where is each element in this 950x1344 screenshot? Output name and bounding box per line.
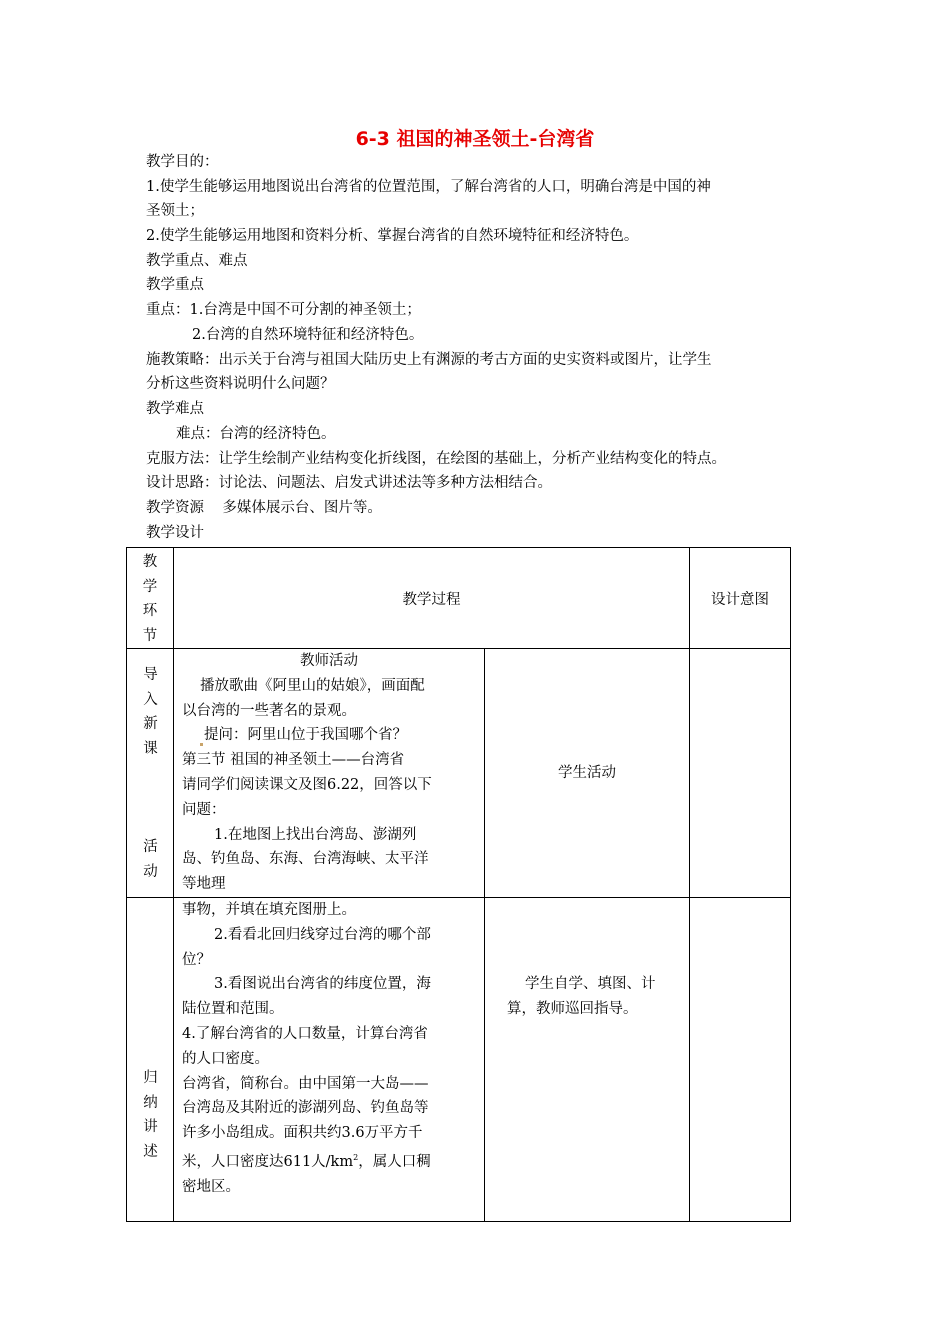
document-title: 6-3 祖国的神圣领土-台湾省 — [355, 128, 595, 150]
intent-cell — [690, 898, 791, 1222]
marker-dot — [200, 743, 203, 746]
intro-line: 克服方法：让学生绘制产业结构变化折线图，在绘图的基础上，分析产业结构变化的特点。 — [146, 451, 726, 467]
intro-line: 分析这些资料说明什么问题？ — [146, 376, 335, 392]
student-activity-cell: 学生自学、填图、计 算，教师巡回指导。 — [485, 898, 690, 1222]
intro-line: 难点：台湾的经济特色。 — [176, 426, 336, 442]
intro-line: 1.使学生能够运用地图说出台湾省的位置范围，了解台湾省的人口，明确台湾是中国的神 — [146, 179, 711, 195]
lesson-design-table — [126, 547, 791, 1222]
intro-line: 教学重点 — [146, 277, 204, 293]
stage-cell: 导 入 新 课 活 动 — [127, 649, 174, 898]
intro-line: 圣领土； — [146, 203, 204, 219]
intro-line: 教学难点 — [146, 401, 204, 417]
intro-line: 2.台湾的自然环境特征和经济特色。 — [192, 327, 424, 343]
intro-line: 教学资源 多媒体展示台、图片等。 — [146, 500, 382, 516]
teacher-activity-cell: 事物，并填在填充图册上。 2.看看北回归线穿过台湾的哪个部 位？ 3.看图说出台湾省的纬度位置，海 陆位置和范围。 4.了解台湾省的人口数量，计算台湾省 的人口密度。 台湾省，简称台。由中国第一大岛—— 台湾岛及其附近的澎湖列岛、钓鱼岛等 许多小岛组成。面积共约3.6万平方千 米，人口密度达611人$/km^2$，属人口稠 密地区。 — [174, 898, 485, 1222]
table-row — [127, 649, 791, 898]
intent-cell — [690, 649, 791, 898]
teacher-activity-cell: 教师活动 播放歌曲《阿里山的姑娘》，画面配 以台湾的一些著名的景观。 提问：阿里山位于我国哪个省？ 第三节 祖国的神圣领土——台湾省 请同学们阅读课文及图6.22，回答以下 问题： 1.在地图上找出台湾岛、澎湖列 岛、钓鱼岛、东海、台湾海峡、太平洋 等地理 — [174, 649, 485, 898]
intro-line: 施教策略：出示关于台湾与祖国大陆历史上有渊源的考古方面的史实资料或图片，让学生 — [146, 352, 712, 368]
intro-line: 教学设计 — [146, 525, 204, 541]
header-stage-cell: 教 学 环 节 — [127, 548, 174, 649]
intro-line: 教学重点、难点 — [146, 253, 248, 269]
intro-line: 2.使学生能够运用地图和资料分析、掌握台湾省的自然环境特征和经济特色。 — [146, 228, 639, 244]
student-activity-cell: 学生活动 — [485, 649, 690, 898]
table-header-row — [127, 548, 791, 649]
stage-cell: 归 纳 讲 述 — [127, 898, 174, 1222]
intro-line: 教学目的： — [146, 154, 219, 170]
intro-line: 设计思路：讨论法、问题法、启发式讲述法等多种方法相结合。 — [146, 475, 552, 491]
header-process-cell: 教学过程 — [174, 548, 690, 649]
header-intent-cell: 设计意图 — [690, 548, 791, 649]
intro-line: 重点：1.台湾是中国不可分割的神圣领土； — [146, 302, 421, 318]
table-row — [127, 898, 791, 1222]
